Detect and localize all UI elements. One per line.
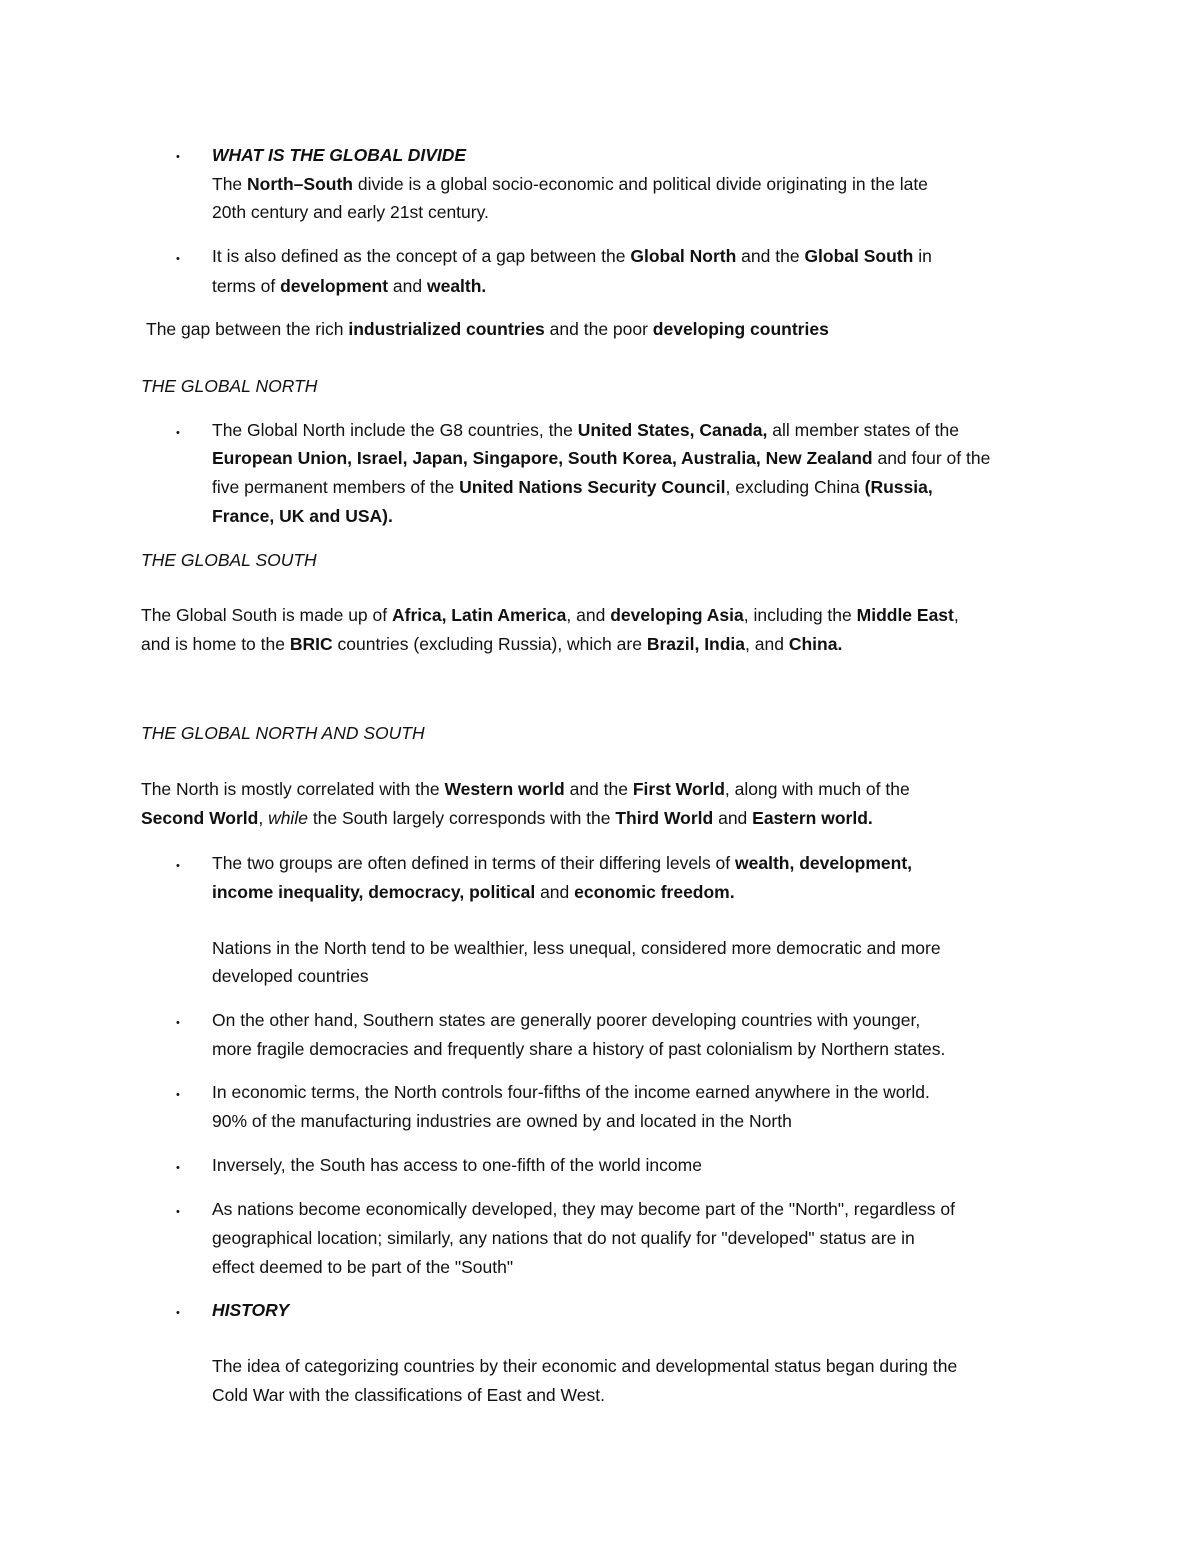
- bullet: •: [176, 860, 180, 872]
- paragraph-line: Inversely, the South has access to one-fifth of the world income: [212, 1155, 702, 1175]
- paragraph-line: The North–South divide is a global socio-economic and political divide originating in the late: [212, 174, 928, 194]
- paragraph-line: terms of development and wealth.: [212, 276, 487, 296]
- bullet: •: [176, 1206, 180, 1218]
- paragraph-line: As nations become economically developed, they may become part of the "North", regardless of: [212, 1199, 955, 1219]
- paragraph-line: The idea of categorizing countries by their economic and developmental status began during the: [212, 1356, 958, 1376]
- bullet: •: [176, 151, 180, 163]
- paragraph-line: 90% of the manufacturing industries are owned by and located in the North: [212, 1111, 792, 1131]
- section-heading: THE GLOBAL SOUTH: [141, 550, 317, 570]
- bullet: •: [176, 427, 180, 439]
- paragraph-line: On the other hand, Southern states are generally poorer developing countries with younger,: [212, 1010, 921, 1030]
- bullet: •: [176, 253, 180, 265]
- paragraph-line: geographical location; similarly, any nations that do not qualify for "developed" status are in: [212, 1228, 915, 1248]
- paragraph-line: Nations in the North tend to be wealthier, less unequal, considered more democratic and more: [212, 938, 941, 958]
- bullet: •: [176, 1307, 180, 1319]
- paragraph-line: In economic terms, the North controls four-fifths of the income earned anywhere in the world.: [212, 1082, 930, 1102]
- paragraph-line: effect deemed to be part of the "South": [212, 1257, 514, 1277]
- paragraph-line: The North is mostly correlated with the Western world and the First World, along with much of the: [141, 779, 910, 799]
- paragraph-line: The two groups are often defined in terms of their differing levels of wealth, development,: [212, 853, 913, 873]
- paragraph-line: European Union, Israel, Japan, Singapore, South Korea, Australia, New Zealand and four of the: [212, 448, 991, 468]
- bullet: •: [176, 1162, 180, 1174]
- paragraph-line: Cold War with the classifications of East and West.: [212, 1385, 605, 1405]
- paragraph-line: France, UK and USA).: [212, 506, 393, 526]
- section-heading: THE GLOBAL NORTH: [141, 376, 318, 396]
- paragraph-line: The Global North include the G8 countries, the United States, Canada, all member states of the: [212, 420, 960, 440]
- paragraph-line: more fragile democracies and frequently share a history of past colonialism by Northern states.: [212, 1039, 946, 1059]
- section-heading: HISTORY: [212, 1300, 290, 1320]
- paragraph-line: The Global South is made up of Africa, Latin America, and developing Asia, including the Middle East,: [141, 605, 959, 625]
- paragraph-line: Second World, while the South largely corresponds with the Third World and Eastern world.: [141, 808, 873, 828]
- paragraph-line: It is also defined as the concept of a gap between the Global North and the Global South in: [212, 246, 932, 266]
- bullet: •: [176, 1017, 180, 1029]
- bullet: •: [176, 1089, 180, 1101]
- paragraph-line: developed countries: [212, 966, 369, 986]
- paragraph-line: and is home to the BRIC countries (excluding Russia), which are Brazil, India, and China.: [141, 634, 843, 654]
- section-heading: WHAT IS THE GLOBAL DIVIDE: [212, 145, 467, 165]
- paragraph-line: 20th century and early 21st century.: [212, 202, 489, 222]
- paragraph-line: five permanent members of the United Nations Security Council, excluding China (Russia,: [212, 477, 933, 497]
- paragraph-line: income inequality, democracy, political and economic freedom.: [212, 882, 735, 902]
- section-heading: THE GLOBAL NORTH AND SOUTH: [141, 723, 425, 743]
- paragraph-line: The gap between the rich industrialized countries and the poor developing countries: [146, 319, 829, 339]
